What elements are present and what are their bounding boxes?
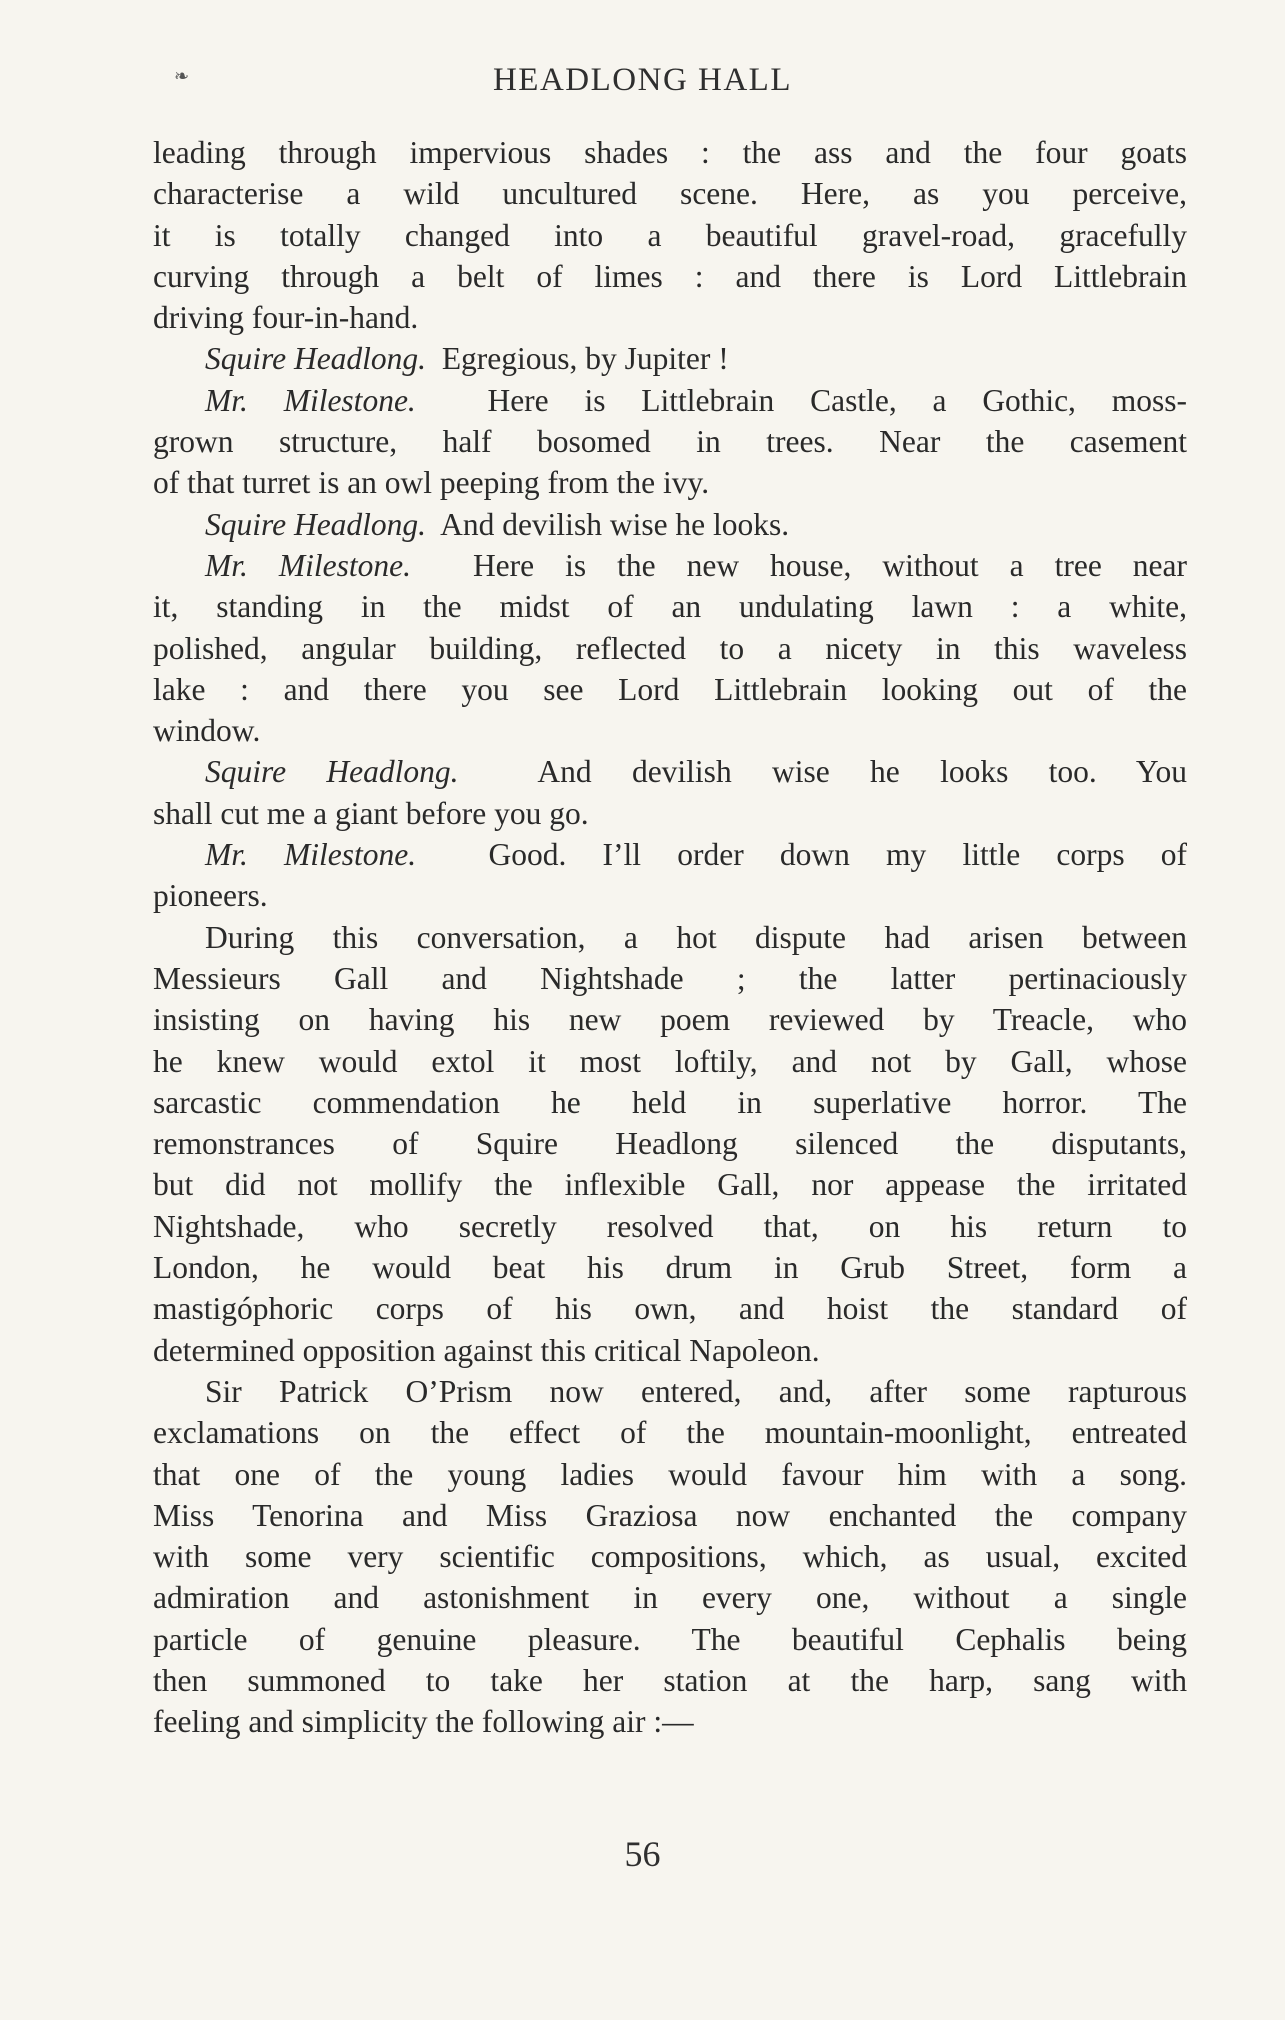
ornament-mark: ❧	[174, 66, 190, 86]
dialogue-line	[153, 380, 1187, 421]
text-line: but did not mollify the inflexible Gall, nor appease the irritated	[153, 1167, 1187, 1203]
speaker-name: Mr. Milestone.	[205, 382, 416, 418]
text-line: mastigóphoric corps of his own, and hoist the standard of	[153, 1291, 1187, 1327]
speech-text: And devilish wise he looks too. You	[537, 754, 1188, 790]
text-line: shall cut me a giant before you go.	[153, 795, 589, 831]
speech-text: And devilish wise he looks.	[440, 506, 790, 542]
running-head-title: HEADLONG HALL	[492, 62, 793, 98]
text-line: polished, angular building, reflected to a nicety in this waveless	[153, 630, 1187, 666]
speech-text: Here is Littlebrain Castle, a Gothic, moss-	[487, 382, 1188, 418]
dialogue-line	[153, 338, 1187, 379]
text-line: Nightshade, who secretly resolved that, on his return to	[153, 1208, 1187, 1244]
speaker-name: Mr. Milestone.	[205, 837, 417, 873]
speaker-name: Squire Headlong.	[205, 341, 427, 377]
text-line: then summoned to take her station at the harp, sang with	[153, 1662, 1187, 1698]
text-line: Messieurs Gall and Nightshade ; the latter pertinaciously	[153, 960, 1187, 996]
paragraph-first-line: During this conversation, a hot dispute had arisen between	[205, 919, 1187, 955]
text-line: admiration and astonishment in every one, without a single	[153, 1580, 1187, 1616]
speech-text: Egregious, by Jupiter !	[441, 341, 729, 377]
speaker-name: Squire Headlong.	[205, 754, 459, 790]
body-text	[153, 132, 1187, 1743]
dialogue-line	[153, 751, 1187, 792]
text-line: driving four-in-hand.	[153, 300, 419, 336]
dialogue-line	[153, 545, 1187, 586]
text-line: insisting on having his new poem reviewed by Treacle, who	[153, 1002, 1187, 1038]
text-line: exclamations on the effect of the mountain-moonlight, entreated	[153, 1415, 1187, 1451]
text-line: with some very scientific compositions, which, as usual, excited	[153, 1539, 1187, 1575]
text-line: it is totally changed into a beautiful gravel-road, gracefully	[153, 217, 1187, 253]
text-line: it, standing in the midst of an undulating lawn : a white,	[153, 589, 1187, 625]
dialogue-line	[153, 834, 1187, 875]
text-line: curving through a belt of limes : and there is Lord Littlebrain	[153, 258, 1187, 294]
text-line: particle of genuine pleasure. The beautiful Cephalis being	[153, 1621, 1187, 1657]
text-line: characterise a wild uncultured scene. Here, as you perceive,	[153, 176, 1187, 212]
text-line: Miss Tenorina and Miss Graziosa now enchanted the company	[153, 1497, 1187, 1533]
paragraph-first-line: Sir Patrick O’Prism now entered, and, after some rapturous	[205, 1373, 1187, 1409]
page-number: 56	[624, 1834, 661, 1874]
text-line: of that turret is an owl peeping from the ivy.	[153, 465, 710, 501]
text-line: grown structure, half bosomed in trees. Near the casement	[153, 424, 1187, 460]
text-line: determined opposition against this critical Napoleon.	[153, 1332, 820, 1368]
text-line: feeling and simplicity the following air :—	[153, 1704, 694, 1740]
text-line: sarcastic commendation he held in superlative horror. The	[153, 1084, 1187, 1120]
text-line: window.	[153, 713, 261, 749]
text-line: leading through impervious shades : the ass and the four goats	[153, 135, 1187, 170]
speech-text: Good. I’ll order down my little corps of	[488, 837, 1188, 873]
dialogue-line	[153, 504, 1187, 545]
text-line: that one of the young ladies would favour him with a song.	[153, 1456, 1187, 1492]
speaker-name: Squire Headlong.	[205, 506, 427, 542]
text-line: he knew would extol it most loftily, and not by Gall, whose	[153, 1043, 1187, 1079]
speaker-name: Mr. Milestone.	[205, 547, 411, 583]
text-line: pioneers.	[153, 878, 268, 914]
speech-text: Here is the new house, without a tree near	[472, 547, 1187, 583]
text-line: remonstrances of Squire Headlong silenced the disputants,	[153, 1126, 1187, 1162]
text-line: London, he would beat his drum in Grub Street, form a	[153, 1250, 1187, 1286]
text-line: lake : and there you see Lord Littlebrain looking out of the	[153, 671, 1187, 707]
